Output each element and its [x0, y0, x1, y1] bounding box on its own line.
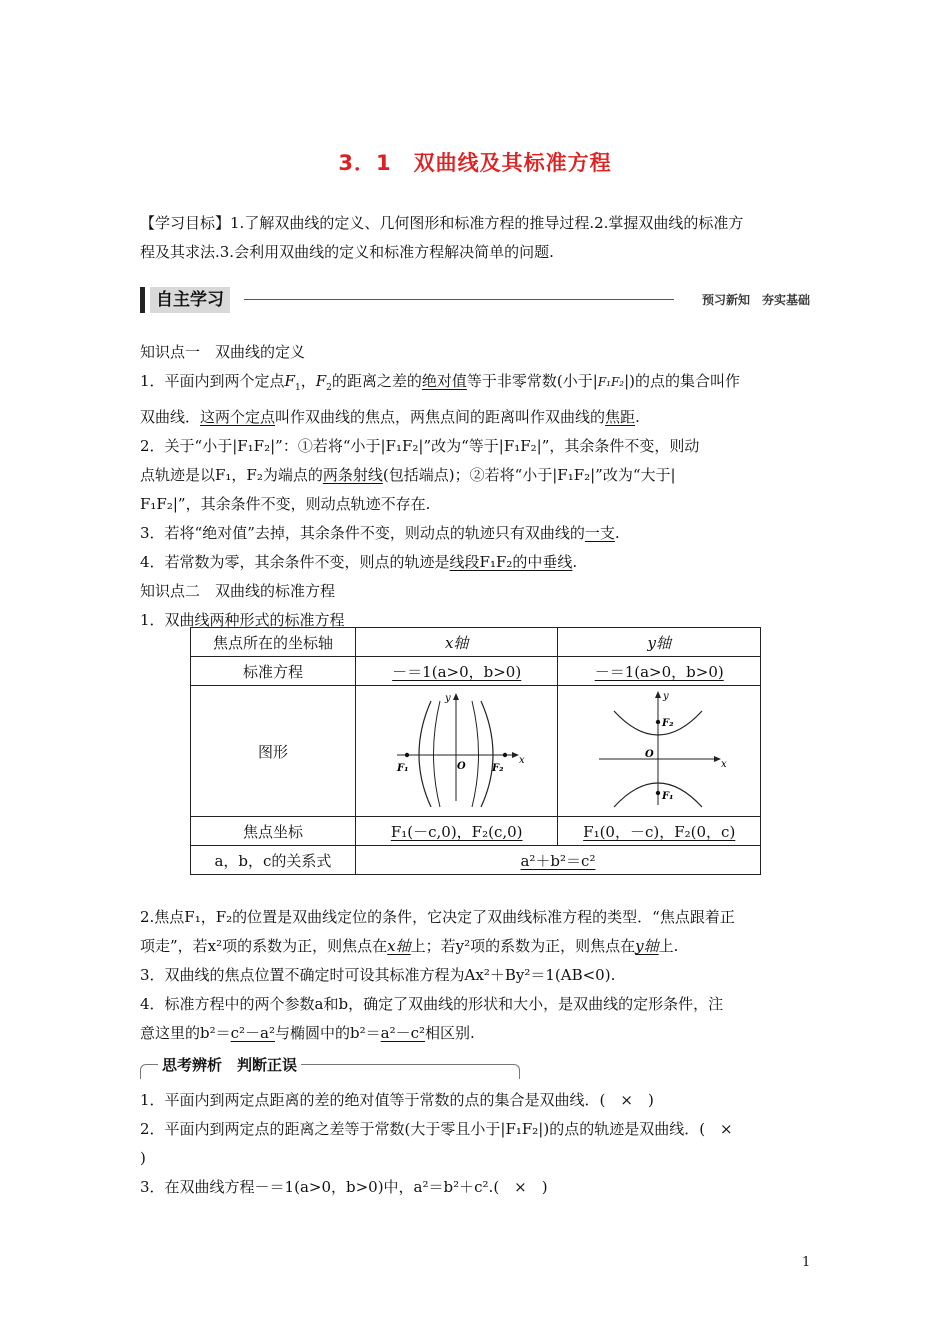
table-row [191, 817, 761, 846]
svg-text:x: x [518, 755, 525, 766]
question-1: 1．平面内到两定点距离的差的绝对值等于常数的点的集合是双曲线．( × ) [140, 1091, 654, 1109]
table-cell-label: a，b，c的关系式 [191, 846, 356, 875]
svg-text:F₁: F₁ [396, 763, 409, 774]
underline-absolute-value: 绝对值 [421, 372, 467, 390]
hyperbola-vertical-figure [589, 689, 729, 809]
note-3: 3．双曲线的焦点位置不确定时可设其标准方程为Ax²＋By²＝1(AB<0). [140, 966, 616, 984]
underline-x-axis: x轴 [387, 937, 411, 955]
kp2-heading: 知识点二 双曲线的标准方程 [140, 582, 336, 600]
section-tab-marker [140, 287, 145, 313]
table-cell-equation-x: －＝1(a>0，b>0) [355, 657, 558, 686]
think-discuss-header [140, 1054, 520, 1078]
table-cell-relation: a²＋b²＝c² [355, 846, 760, 875]
svg-text:O: O [645, 749, 654, 760]
svg-text:F₁: F₁ [662, 791, 674, 802]
page-title: 3．1 双曲线及其标准方程 [338, 151, 612, 175]
svg-text:y: y [663, 691, 669, 702]
svg-text:x: x [721, 759, 727, 770]
objectives-text-1: 1.了解双曲线的定义、几何图形和标准方程的推导过程.2.掌握双曲线的标准方 [230, 214, 744, 232]
table-cell-foci-y: F₁(0，－c)，F₂(0，c) [558, 817, 761, 846]
kp1-item1-line1: 1．平面内到两个定点$F_1$，$F_2$的距离之差的绝对值等于非零常数(小于|F₁F₂|)的点的集合叫作 [140, 372, 741, 393]
table-cell-label: 标准方程 [191, 657, 356, 686]
note-2-line2: 项走”，若x²项的系数为正，则焦点在x轴上；若y²项的系数为正，则焦点在y轴上. [140, 937, 679, 955]
table-header-cell: 焦点所在的坐标轴 [191, 628, 356, 657]
kp1-item2-line2: 点轨迹是以F₁，F₂为端点的两条射线(包括端点)；②若将“小于|F₁F₂|”改为“大于| [140, 466, 676, 484]
svg-text:F₂: F₂ [491, 763, 504, 774]
svg-text:y: y [444, 693, 451, 704]
kp1-item4: 4．若常数为零，其余条件不变，则点的轨迹是线段F₁F₂的中垂线. [140, 553, 578, 571]
graph-x-axis-hyperbola [355, 686, 558, 817]
table-cell-label: 焦点坐标 [191, 817, 356, 846]
underline-focal-distance: 焦距 [605, 408, 636, 426]
table-row [191, 657, 761, 686]
kp1-item1-line2: 双曲线．这两个定点叫作双曲线的焦点，两焦点间的距离叫作双曲线的焦距. [140, 408, 640, 426]
kp1-item2-line1: 2．关于“小于|F₁F₂|”：①若将“小于|F₁F₂|”改为“等于|F₁F₂|”，其余条件不变，则动 [140, 437, 700, 455]
think-questions [140, 1086, 810, 1202]
page-number: 1 [802, 1255, 811, 1270]
table-cell-foci-x: F₁(－c,0)，F₂(c,0) [355, 817, 558, 846]
kp1-item2-line3: F₁F₂|”，其余条件不变，则动点轨迹不存在. [140, 495, 431, 513]
think-label: 思考辨析 判断正误 [158, 1054, 301, 1076]
underline-perpendicular-bisector: 线段F₁F₂的中垂线 [449, 553, 573, 571]
kp2-item1: 1．双曲线两种形式的标准方程 [140, 611, 345, 629]
table-row [191, 846, 761, 875]
table-header-cell: x轴 [355, 628, 558, 657]
notes-after-table [140, 903, 810, 1048]
svg-text:O: O [456, 761, 466, 772]
underline-c2-minus-a2: c²－a² [230, 1024, 275, 1042]
kp1-item3: 3．若将“绝对值”去掉，其余条件不变，则动点的轨迹只有双曲线的一支. [140, 524, 620, 542]
graph-y-axis-hyperbola [558, 686, 761, 817]
underline-y-axis: y轴 [635, 937, 659, 955]
standard-equation-table [190, 627, 761, 875]
note-4-line2: 意这里的b²＝c²－a²与椭圆中的b²＝a²－c²相区别. [140, 1024, 475, 1042]
table-cell-equation-y: －＝1(a>0，b>0) [558, 657, 761, 686]
objectives-label: 【学习目标】 [140, 214, 231, 232]
section-divider [244, 299, 674, 300]
question-2-line1: 2．平面内到两定点的距离之差等于常数(大于零且小于|F₁F₂|)的点的轨迹是双曲线．( × [140, 1120, 733, 1138]
question-3: 3．在双曲线方程－＝1(a>0，b>0)中，a²＝b²＋c².( × ) [140, 1178, 548, 1196]
note-4-line1: 4．标准方程中的两个参数a和b，确定了双曲线的形状和大小，是双曲线的定形条件，注 [140, 995, 724, 1013]
table-cell-label: 图形 [191, 686, 356, 817]
note-2-line1: 2.焦点F₁，F₂的位置是双曲线定位的条件，它决定了双曲线标准方程的类型．“焦点跟着正 [140, 908, 735, 926]
kp1-heading: 知识点一 双曲线的定义 [140, 343, 306, 361]
table-header-cell: y轴 [558, 628, 761, 657]
question-2-line2: ) [140, 1149, 146, 1167]
table-row [191, 628, 761, 657]
section-label: 自主学习 [150, 287, 230, 313]
section-header [140, 287, 810, 313]
underline-one-branch: 一支 [584, 524, 615, 542]
hyperbola-horizontal-figure [387, 689, 527, 809]
table-row [191, 686, 761, 817]
section-subtitle: 预习新知 夯实基础 [701, 293, 810, 307]
objectives-text-2: 程及其求法.3.会利用双曲线的定义和标准方程解决简单的问题. [140, 243, 554, 261]
underline-a2-minus-c2: a²－c² [380, 1024, 425, 1042]
learning-objectives [140, 209, 810, 267]
svg-text:F₂: F₂ [662, 718, 674, 729]
underline-two-rays: 两条射线 [322, 466, 383, 484]
underline-two-points: 这两个定点 [200, 408, 276, 426]
knowledge-point-1 [140, 338, 810, 635]
